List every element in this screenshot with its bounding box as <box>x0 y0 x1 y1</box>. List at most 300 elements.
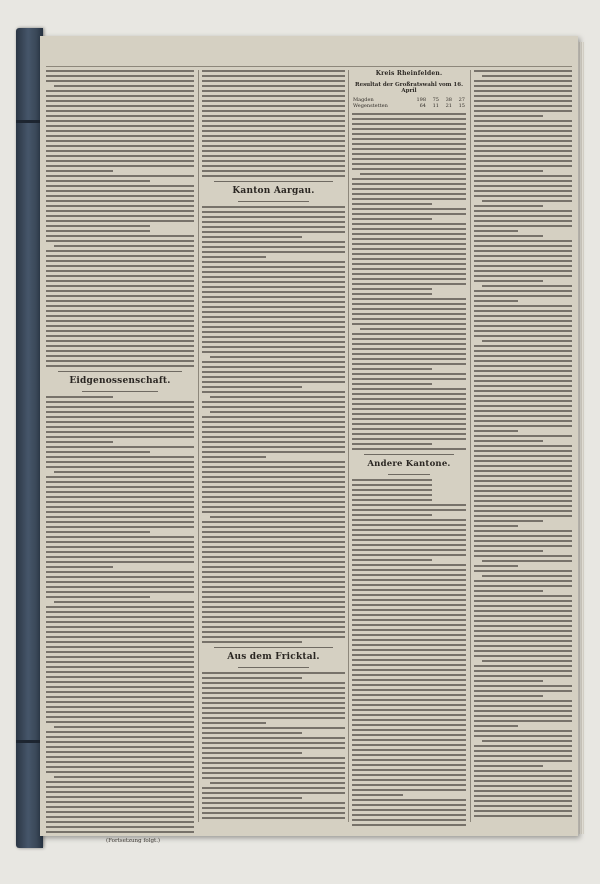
text-line <box>202 536 345 538</box>
text-line <box>474 750 572 752</box>
column-4 <box>474 70 572 822</box>
text-line <box>46 170 113 172</box>
text-line <box>474 260 572 262</box>
text-line <box>474 625 572 627</box>
text-line <box>482 200 572 202</box>
text-line <box>352 569 466 571</box>
text-line <box>46 486 194 488</box>
text-line <box>474 720 572 722</box>
text-line <box>352 769 466 771</box>
text-line <box>474 70 572 72</box>
text-line <box>46 340 194 342</box>
text-line <box>352 348 466 350</box>
text-line <box>474 595 572 597</box>
text-line <box>202 361 345 363</box>
text-line <box>352 343 466 345</box>
text-line <box>46 591 194 593</box>
text-line <box>474 370 572 372</box>
table-row <box>352 103 466 109</box>
article-body-text-lines <box>202 206 345 643</box>
text-line <box>352 674 466 676</box>
text-line <box>46 135 194 137</box>
text-line <box>352 228 466 230</box>
text-line <box>202 712 345 714</box>
text-line <box>46 250 194 252</box>
text-line <box>46 771 194 773</box>
text-line <box>202 140 345 142</box>
text-line <box>202 160 345 162</box>
text-line <box>474 610 572 612</box>
text-line <box>202 175 345 177</box>
text-line <box>352 443 432 445</box>
text-line <box>352 208 466 210</box>
text-line <box>202 100 345 102</box>
text-line <box>352 814 466 816</box>
text-line <box>474 190 572 192</box>
text-line <box>474 320 572 322</box>
text-line <box>46 110 194 112</box>
text-line <box>202 266 345 268</box>
text-line <box>46 501 194 503</box>
text-line <box>202 110 345 112</box>
text-line <box>474 755 572 757</box>
text-line <box>352 539 466 541</box>
text-line <box>474 735 572 737</box>
text-line <box>46 160 194 162</box>
text-line <box>474 215 572 217</box>
text-line <box>352 138 466 140</box>
text-line <box>352 504 466 506</box>
text-line <box>352 599 466 601</box>
text-line <box>202 336 345 338</box>
section-rule <box>214 181 333 182</box>
text-line <box>202 406 345 408</box>
text-line <box>352 448 466 450</box>
text-line <box>474 225 572 227</box>
text-line <box>202 576 345 578</box>
section-rule <box>82 391 158 392</box>
text-line <box>202 511 345 513</box>
text-line <box>46 791 194 793</box>
text-line <box>202 491 345 493</box>
text-line <box>474 295 572 297</box>
text-line <box>202 707 345 709</box>
text-line <box>46 310 194 312</box>
article-body-text-lines <box>46 396 194 833</box>
text-line <box>46 786 194 788</box>
text-line <box>46 125 194 127</box>
text-line <box>474 335 572 337</box>
text-line <box>474 480 572 482</box>
section-rule <box>238 667 309 668</box>
text-line <box>202 70 345 72</box>
text-line <box>210 411 345 413</box>
text-line <box>202 130 345 132</box>
text-line <box>202 461 345 463</box>
article-body-text-lines <box>202 70 345 177</box>
text-line <box>46 536 194 538</box>
text-line <box>202 812 345 814</box>
text-line <box>474 110 572 112</box>
text-line <box>352 403 466 405</box>
text-line <box>46 431 194 433</box>
column-rule <box>348 70 349 822</box>
text-line <box>54 601 194 603</box>
text-line <box>474 185 572 187</box>
text-line <box>46 781 194 783</box>
text-line <box>352 509 466 511</box>
text-line <box>46 315 194 317</box>
text-line <box>474 390 572 392</box>
text-line <box>474 805 572 807</box>
text-line <box>474 165 572 167</box>
text-line <box>352 619 466 621</box>
text-line <box>202 145 345 147</box>
text-line <box>46 285 194 287</box>
text-line <box>352 418 466 420</box>
text-line <box>202 702 345 704</box>
table-cell: 11 <box>432 103 439 109</box>
text-line <box>46 345 194 347</box>
text-line <box>352 433 466 435</box>
text-line <box>352 203 432 205</box>
text-line <box>352 393 466 395</box>
text-line <box>46 586 194 588</box>
text-line <box>46 801 194 803</box>
text-line <box>46 215 194 217</box>
text-line <box>202 150 345 152</box>
text-line <box>202 636 345 638</box>
text-line <box>46 551 194 553</box>
text-line <box>474 385 572 387</box>
text-line <box>352 719 466 721</box>
section-rule <box>388 474 430 475</box>
text-line <box>352 223 466 225</box>
text-line <box>202 120 345 122</box>
text-line <box>352 188 466 190</box>
text-line <box>54 471 194 473</box>
text-line <box>352 118 466 120</box>
text-line <box>46 350 194 352</box>
table-cell: Wegenstetten <box>353 103 388 109</box>
text-line <box>352 744 466 746</box>
text-line <box>352 248 466 250</box>
text-line <box>202 742 345 744</box>
text-line <box>474 100 572 102</box>
text-line <box>474 475 572 477</box>
text-line <box>352 178 466 180</box>
text-line <box>46 115 194 117</box>
text-line <box>46 541 194 543</box>
text-line <box>474 590 543 592</box>
text-line <box>474 775 572 777</box>
text-line <box>352 133 466 135</box>
text-line <box>352 313 466 315</box>
text-line <box>474 470 572 472</box>
text-line <box>202 401 345 403</box>
text-line <box>352 714 466 716</box>
text-line <box>474 690 572 692</box>
text-line <box>352 128 466 130</box>
text-line <box>474 685 572 687</box>
text-line <box>202 165 345 167</box>
text-line <box>46 671 194 673</box>
text-line <box>352 373 466 375</box>
heading-andere-kantone: Andere Kantone. <box>367 459 451 469</box>
text-line <box>202 251 345 253</box>
text-line <box>352 604 466 606</box>
text-line <box>474 330 572 332</box>
text-line <box>46 821 194 823</box>
text-line <box>202 125 345 127</box>
text-line <box>46 456 194 458</box>
text-line <box>474 350 572 352</box>
text-line <box>474 465 572 467</box>
text-line <box>46 651 194 653</box>
text-line <box>46 721 194 723</box>
text-line <box>202 351 345 353</box>
text-line <box>202 316 345 318</box>
article-body-text-lines <box>202 672 345 819</box>
text-line <box>202 677 302 679</box>
text-line <box>474 345 572 347</box>
text-line <box>352 659 466 661</box>
text-line <box>46 100 194 102</box>
text-line <box>360 328 466 330</box>
text-line <box>352 383 432 385</box>
text-line <box>46 691 194 693</box>
text-line <box>482 660 572 662</box>
text-line <box>202 611 345 613</box>
text-line <box>46 355 194 357</box>
text-line <box>46 290 194 292</box>
text-line <box>474 745 572 747</box>
text-line <box>202 586 345 588</box>
text-line <box>202 546 345 548</box>
text-line <box>46 576 194 578</box>
text-line <box>46 626 194 628</box>
text-line <box>352 804 466 806</box>
text-line <box>352 684 466 686</box>
table-cell: 15 <box>458 103 465 109</box>
text-line <box>352 559 432 561</box>
text-line <box>482 560 572 562</box>
text-line <box>474 545 572 547</box>
text-line <box>474 105 572 107</box>
text-line <box>352 579 466 581</box>
text-line <box>352 363 466 365</box>
table-cell: 21 <box>445 103 452 109</box>
text-line <box>474 360 572 362</box>
section-rule <box>238 201 309 202</box>
text-line <box>46 831 194 833</box>
text-line <box>46 95 194 97</box>
article-body-text-lines <box>352 479 466 826</box>
text-line <box>46 255 194 257</box>
text-line <box>202 170 345 172</box>
table-cell: Magden <box>353 97 374 103</box>
text-line <box>202 346 345 348</box>
article-body-text-lines <box>46 70 194 367</box>
text-line <box>474 205 543 207</box>
text-line <box>46 80 194 82</box>
text-line <box>202 581 345 583</box>
text-line <box>352 754 466 756</box>
text-line <box>474 250 572 252</box>
text-line <box>352 564 466 566</box>
text-line <box>202 466 345 468</box>
text-line <box>46 701 194 703</box>
text-line <box>202 471 345 473</box>
text-line <box>474 655 572 657</box>
text-line <box>202 291 345 293</box>
column-rule <box>198 70 199 822</box>
text-line <box>352 283 466 285</box>
text-line <box>474 695 543 697</box>
text-line <box>474 525 518 527</box>
text-line <box>202 416 345 418</box>
text-line <box>202 596 345 598</box>
text-line <box>474 705 572 707</box>
text-line <box>352 238 466 240</box>
text-line <box>474 95 572 97</box>
header-rule <box>46 66 572 67</box>
text-line <box>46 180 150 182</box>
table-cell: 38 <box>445 97 452 103</box>
text-line <box>46 496 194 498</box>
text-line <box>352 624 466 626</box>
text-line <box>352 438 466 440</box>
text-line <box>474 675 572 677</box>
text-line <box>352 699 466 701</box>
text-line <box>352 809 466 811</box>
text-line <box>474 245 572 247</box>
text-line <box>352 183 466 185</box>
text-line <box>352 654 466 656</box>
text-line <box>46 511 194 513</box>
text-line <box>202 261 345 263</box>
text-line <box>474 405 572 407</box>
text-line <box>474 375 572 377</box>
text-line <box>210 782 345 784</box>
text-line <box>474 175 572 177</box>
text-line <box>46 611 194 613</box>
text-line <box>202 697 345 699</box>
text-line <box>46 401 194 403</box>
text-line <box>474 535 572 537</box>
column-2 <box>202 70 345 822</box>
text-line <box>202 787 345 789</box>
text-line <box>352 163 466 165</box>
text-line <box>474 240 572 242</box>
text-line <box>46 646 194 648</box>
text-line <box>46 320 194 322</box>
text-line <box>202 737 345 739</box>
text-line <box>46 365 194 367</box>
text-line <box>46 240 194 242</box>
text-line <box>352 794 403 796</box>
text-line <box>474 445 572 447</box>
text-line <box>46 145 194 147</box>
text-line <box>202 747 345 749</box>
election-results-table <box>352 97 466 109</box>
text-line <box>474 305 572 307</box>
text-line <box>202 501 345 503</box>
text-line <box>474 90 572 92</box>
text-line <box>474 520 543 522</box>
text-line <box>202 206 345 208</box>
text-line <box>352 649 466 651</box>
text-line <box>352 549 466 551</box>
text-line <box>352 398 466 400</box>
text-line <box>46 90 194 92</box>
text-line <box>352 764 466 766</box>
text-line <box>474 800 572 802</box>
text-line <box>46 676 194 678</box>
text-line <box>210 516 345 518</box>
text-line <box>482 740 572 742</box>
text-line <box>474 770 572 772</box>
text-line <box>202 752 302 754</box>
text-line <box>54 776 194 778</box>
text-line <box>474 290 572 292</box>
text-line <box>202 762 345 764</box>
text-line <box>46 300 194 302</box>
text-line <box>474 145 572 147</box>
text-line <box>46 741 194 743</box>
text-line <box>352 634 466 636</box>
text-line <box>202 376 345 378</box>
text-line <box>352 484 432 486</box>
text-line <box>352 594 466 596</box>
text-line <box>202 717 345 719</box>
text-line <box>352 243 466 245</box>
text-line <box>474 540 572 542</box>
text-line <box>474 780 572 782</box>
text-line <box>46 230 150 232</box>
text-line <box>352 153 466 155</box>
text-line <box>46 140 194 142</box>
text-line <box>46 200 194 202</box>
text-line <box>474 400 572 402</box>
text-line <box>46 406 194 408</box>
text-line <box>352 759 466 761</box>
text-line <box>202 521 345 523</box>
text-line <box>352 694 466 696</box>
text-line <box>202 366 345 368</box>
text-line <box>474 440 543 442</box>
heading-kanton-aargau: Kanton Aargau. <box>232 186 315 196</box>
text-line <box>46 746 194 748</box>
text-line <box>202 436 345 438</box>
text-line <box>352 148 466 150</box>
text-line <box>202 421 345 423</box>
text-line <box>202 772 345 774</box>
text-line <box>474 220 572 222</box>
text-line <box>202 476 345 478</box>
text-line <box>352 574 466 576</box>
text-line <box>352 168 466 170</box>
text-line <box>46 766 194 768</box>
text-line <box>482 340 572 342</box>
text-line <box>352 639 466 641</box>
text-line <box>46 205 194 207</box>
text-line <box>202 727 345 729</box>
text-line <box>202 426 345 428</box>
continuation-note: (Fortsetzung folgt.) <box>106 838 161 844</box>
text-line <box>202 817 345 819</box>
text-line <box>474 430 518 432</box>
